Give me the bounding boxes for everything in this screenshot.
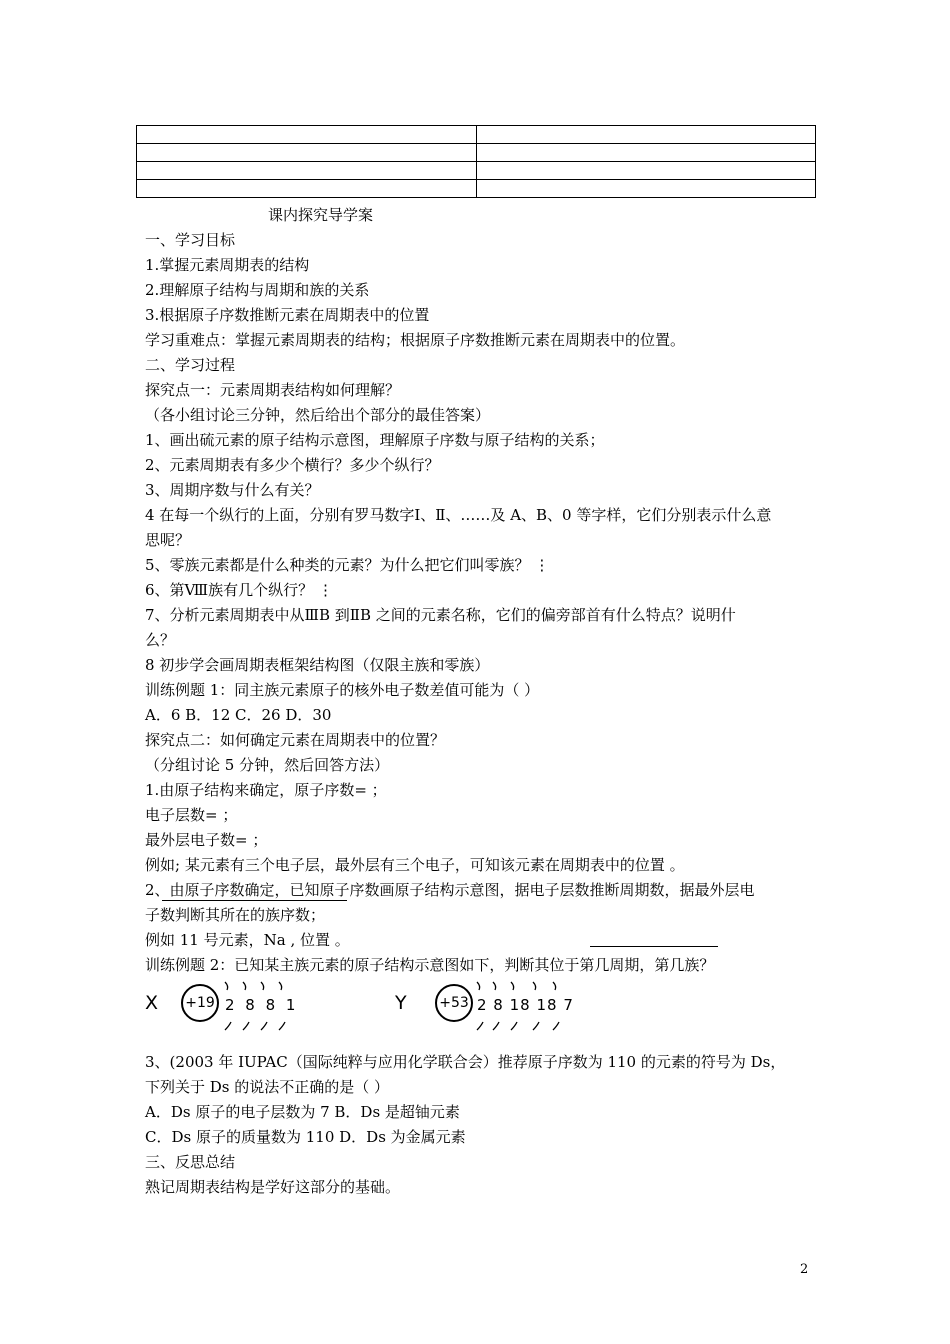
- header-table: [136, 125, 816, 198]
- page-number: 2: [800, 1262, 809, 1277]
- text-line: 二、学习过程: [145, 356, 236, 374]
- table-row: [137, 126, 816, 144]
- electron-shells: 2 8 18 18 7: [477, 996, 574, 1014]
- section-heading: 三、反思总结: [145, 1153, 236, 1171]
- text-line: 训练例题 1：同主族元素原子的核外电子数差值可能为（ ）: [145, 681, 540, 699]
- text-line: 6、第Ⅷ族有几个纵行？ ⋮: [145, 581, 333, 599]
- answer-blank-line: [590, 946, 718, 947]
- text-line: 2、由原子序数确定，已知原子序数画原子结构示意图，据电子层数推断周期数，据最外层电: [145, 881, 755, 899]
- text-line: 5、零族元素都是什么种类的元素？为什么把它们叫零族？ ⋮: [145, 556, 550, 574]
- text-line: 一、学习目标: [145, 231, 236, 249]
- text-line: 最外层电子数= ；: [145, 831, 268, 849]
- text-line: 2.理解原子结构与周期和族的关系: [145, 281, 370, 299]
- text-line: 7、分析元素周期表中从ⅢB 到ⅡB 之间的元素名称，它们的偏旁部首有什么特点？说明什: [145, 606, 736, 624]
- text-line: 学习重难点：掌握元素周期表的结构；根据原子序数推断元素在周期表中的位置。: [145, 331, 686, 349]
- text-line: 么？: [145, 631, 176, 649]
- atom-diagram-x: [145, 980, 305, 1035]
- text-line: 探究点一：元素周期表结构如何理解？: [145, 381, 401, 399]
- text-line: 4 在每一个纵行的上面，分别有罗马数字Ⅰ、Ⅱ、……及 A、B、0 等字样，它们分别表示什么意: [145, 506, 772, 524]
- text-line: 训练例题 2：已知某主族元素的原子结构示意图如下，判断其位于第几周期，第几族？: [145, 956, 715, 974]
- answer-options: A．6 B．12 C．26 D．30: [145, 706, 332, 724]
- text-line: 思呢？: [145, 531, 191, 549]
- text-line: 子数判断其所在的族序数；: [145, 906, 326, 924]
- atom-label: Y: [395, 992, 407, 1014]
- text-line: 电子层数= ；: [145, 806, 238, 824]
- atom-diagram-y: [395, 980, 575, 1035]
- answer-options: C．Ds 原子的质量数为 110 D．Ds 为金属元素: [145, 1128, 466, 1146]
- text-line: 3.根据原子序数推断元素在周期表中的位置: [145, 306, 430, 324]
- text-line: 8 初步学会画周期表框架结构图（仅限主族和零族）: [145, 656, 490, 674]
- text-line: 例如 11 号元素，Na , 位置 。: [145, 931, 350, 949]
- electron-shells: 2 8 8 1: [225, 996, 299, 1014]
- table-row: [137, 180, 816, 198]
- atom-nucleus: +19: [181, 984, 219, 1022]
- atom-nucleus: +53: [435, 984, 473, 1022]
- text-line: 1.掌握元素周期表的结构: [145, 256, 310, 274]
- answer-options: A．Ds 原子的电子层数为 7 B．Ds 是超铀元素: [145, 1103, 460, 1121]
- page-title: 课内探究导学案: [268, 206, 374, 224]
- text-line: 2、元素周期表有多少个横行？多少个纵行？: [145, 456, 440, 474]
- table-row: [137, 144, 816, 162]
- text-line: 探究点二：如何确定元素在周期表中的位置？: [145, 731, 446, 749]
- text-line: 熟记周期表结构是学好这部分的基础。: [145, 1178, 401, 1196]
- underline: [162, 900, 347, 901]
- text-line: 3、周期序数与什么有关？: [145, 481, 320, 499]
- text-line: （分组讨论 5 分钟，然后回答方法）: [145, 756, 390, 774]
- atom-label: X: [145, 992, 159, 1014]
- text-line: （各小组讨论三分钟，然后给出个部分的最佳答案）: [145, 406, 491, 424]
- text-line: 3、(2003 年 IUPAC（国际纯粹与应用化学联合会）推荐原子序数为 110 的元素的符号为 Ds，: [145, 1053, 786, 1071]
- text-line: 例如; 某元素有三个电子层，最外层有三个电子，可知该元素在周期表中的位置 。: [145, 856, 685, 874]
- text-line: 1.由原子结构来确定，原子序数= ；: [145, 781, 387, 799]
- text-line: 下列关于 Ds 的说法不正确的是（ ）: [145, 1078, 390, 1096]
- table-row: [137, 162, 816, 180]
- text-line: 1、画出硫元素的原子结构示意图，理解原子序数与原子结构的关系；: [145, 431, 605, 449]
